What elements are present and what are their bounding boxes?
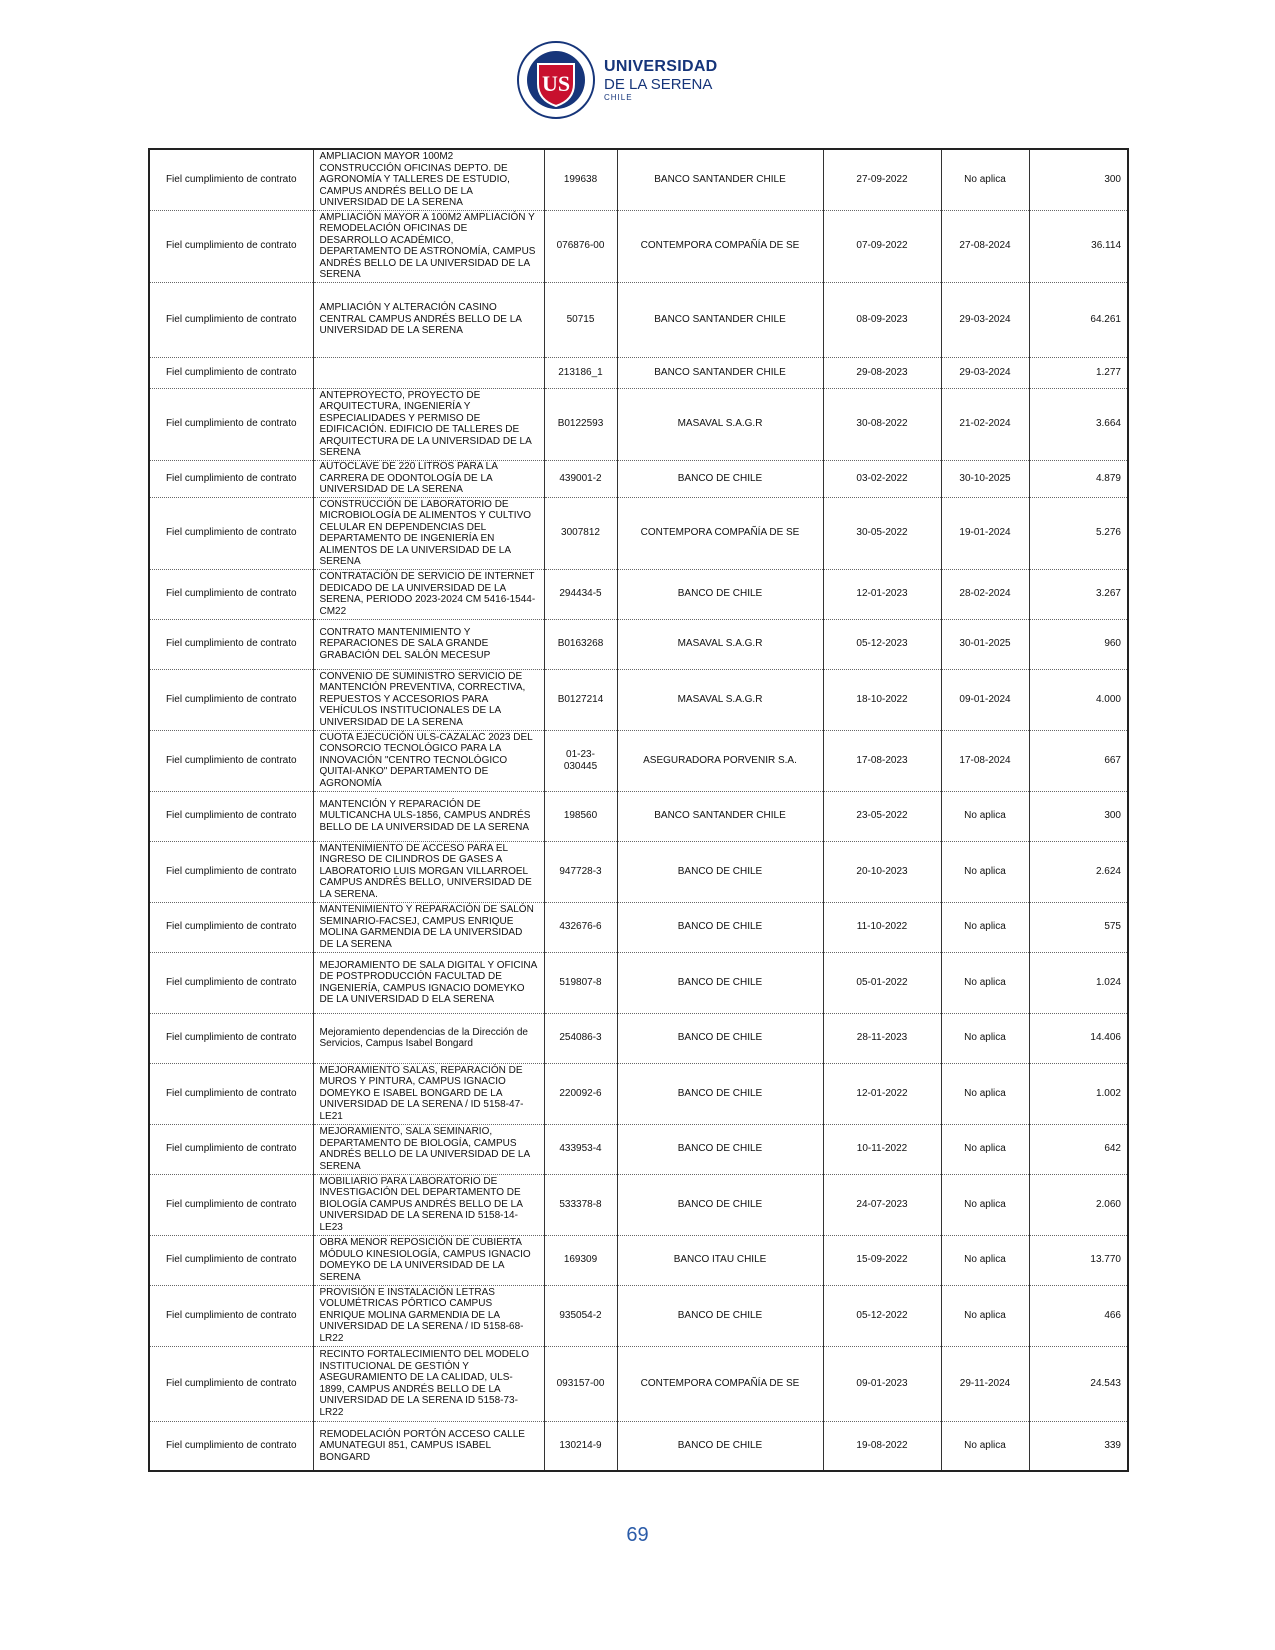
type-cell: Fiel cumplimiento de contrato: [149, 569, 313, 619]
expiry-date-cell: 29-11-2024: [941, 1346, 1029, 1421]
description-cell: CUOTA EJECUCIÓN ULS-CAZALAC 2023 DEL CONSORCIO TECNOLÓGICO PARA LA INNOVACIÓN "CENTRO TECNOLÓGICO QUITAI-ANKO" DEPARTAMENTO DE AGRONOMÍA: [313, 730, 544, 791]
document-number-cell: 254086-3: [544, 1013, 617, 1063]
issue-date-cell: 05-01-2022: [823, 952, 941, 1013]
expiry-date-cell: No aplica: [941, 902, 1029, 952]
amount-cell: 14.406: [1029, 1013, 1128, 1063]
amount-cell: 667: [1029, 730, 1128, 791]
description-cell: MEJORAMIENTO SALAS, REPARACIÓN DE MUROS Y PINTURA, CAMPUS IGNACIO DOMEYKO E ISABEL BONGARD DE LA UNIVERSIDAD DE LA SERENA / ID 5158-47-LE21: [313, 1063, 544, 1124]
description-cell: REMODELACIÓN PORTÓN ACCESO CALLE AMUNATEGUI 851, CAMPUS ISABEL BONGARD: [313, 1421, 544, 1471]
institution-cell: BANCO DE CHILE: [617, 1013, 823, 1063]
issue-date-cell: 27-09-2022: [823, 149, 941, 210]
table-row: [149, 841, 1128, 902]
amount-cell: 1.024: [1029, 952, 1128, 1013]
issue-date-cell: 03-02-2022: [823, 460, 941, 497]
description-cell: CONSTRUCCIÓN DE LABORATORIO DE MICROBIOLOGÍA DE ALIMENTOS Y CULTIVO CELULAR EN DEPENDENCIAS DEL DEPARTAMENTO DE INGENIERÍA EN ALIMENTOS DE LA UNIVERSIDAD DE LA SERENA: [313, 497, 544, 569]
document-number-cell: 432676-6: [544, 902, 617, 952]
type-cell: Fiel cumplimiento de contrato: [149, 460, 313, 497]
document-number-cell: 935054-2: [544, 1285, 617, 1346]
issue-date-cell: 10-11-2022: [823, 1124, 941, 1174]
type-cell: Fiel cumplimiento de contrato: [149, 210, 313, 282]
document-number-cell: 199638: [544, 149, 617, 210]
type-cell: Fiel cumplimiento de contrato: [149, 791, 313, 841]
issue-date-cell: 23-05-2022: [823, 791, 941, 841]
institution-cell: BANCO DE CHILE: [617, 1063, 823, 1124]
document-number-cell: 519807-8: [544, 952, 617, 1013]
description-cell: CONTRATACIÓN DE SERVICIO DE INTERNET DEDICADO DE LA UNIVERSIDAD DE LA SERENA, PERIODO 2023-2024 CM 5416-1544-CM22: [313, 569, 544, 619]
description-cell: MOBILIARIO PARA LABORATORIO DE INVESTIGACIÓN DEL DEPARTAMENTO DE BIOLOGÍA CAMPUS ANDRÉS BELLO DE LA UNIVERSIDAD DE LA SERENA ID 5158-14-LE23: [313, 1174, 544, 1235]
university-seal-icon: [516, 40, 596, 120]
institution-cell: BANCO DE CHILE: [617, 460, 823, 497]
expiry-date-cell: No aplica: [941, 1063, 1029, 1124]
expiry-date-cell: 30-10-2025: [941, 460, 1029, 497]
document-number-cell: 3007812: [544, 497, 617, 569]
amount-cell: 13.770: [1029, 1235, 1128, 1285]
type-cell: Fiel cumplimiento de contrato: [149, 1421, 313, 1471]
table-row: [149, 460, 1128, 497]
expiry-date-cell: No aplica: [941, 1124, 1029, 1174]
institution-cell: MASAVAL S.A.G.R: [617, 619, 823, 669]
issue-date-cell: 17-08-2023: [823, 730, 941, 791]
institution-cell: BANCO DE CHILE: [617, 841, 823, 902]
type-cell: Fiel cumplimiento de contrato: [149, 497, 313, 569]
document-number-cell: B0163268: [544, 619, 617, 669]
table-row: [149, 730, 1128, 791]
expiry-date-cell: No aplica: [941, 791, 1029, 841]
type-cell: Fiel cumplimiento de contrato: [149, 669, 313, 730]
institution-cell: CONTEMPORA COMPAÑÍA DE SE: [617, 1346, 823, 1421]
institution-cell: CONTEMPORA COMPAÑÍA DE SE: [617, 210, 823, 282]
amount-cell: 960: [1029, 619, 1128, 669]
table-row: [149, 149, 1128, 210]
institution-cell: BANCO SANTANDER CHILE: [617, 357, 823, 388]
institution-cell: MASAVAL S.A.G.R: [617, 388, 823, 460]
type-cell: Fiel cumplimiento de contrato: [149, 1013, 313, 1063]
table-row: [149, 669, 1128, 730]
expiry-date-cell: No aplica: [941, 952, 1029, 1013]
table-row: [149, 210, 1128, 282]
institution-cell: BANCO DE CHILE: [617, 1285, 823, 1346]
type-cell: Fiel cumplimiento de contrato: [149, 1124, 313, 1174]
logo-line-3: CHILE: [604, 92, 633, 102]
table-row: [149, 497, 1128, 569]
table-row: [149, 1174, 1128, 1235]
document-number-cell: B0122593: [544, 388, 617, 460]
amount-cell: 339: [1029, 1421, 1128, 1471]
type-cell: Fiel cumplimiento de contrato: [149, 1346, 313, 1421]
amount-cell: 2.624: [1029, 841, 1128, 902]
seal-initials: US: [541, 71, 571, 96]
description-cell: Mejoramiento dependencias de la Dirección de Servicios, Campus Isabel Bongard: [313, 1013, 544, 1063]
issue-date-cell: 19-08-2022: [823, 1421, 941, 1471]
description-cell: AUTOCLAVE DE 220 LITROS PARA LA CARRERA DE ODONTOLOGÍA DE LA UNIVERSIDAD DE LA SERENA: [313, 460, 544, 497]
institution-cell: MASAVAL S.A.G.R: [617, 669, 823, 730]
issue-date-cell: 07-09-2022: [823, 210, 941, 282]
amount-cell: 300: [1029, 791, 1128, 841]
issue-date-cell: 20-10-2023: [823, 841, 941, 902]
issue-date-cell: 05-12-2022: [823, 1285, 941, 1346]
document-number-cell: 01-23-030445: [544, 730, 617, 791]
page-number: 69: [626, 1524, 649, 1546]
expiry-date-cell: 21-02-2024: [941, 388, 1029, 460]
table-row: [149, 357, 1128, 388]
amount-cell: 575: [1029, 902, 1128, 952]
document-number-cell: 294434-5: [544, 569, 617, 619]
issue-date-cell: 24-07-2023: [823, 1174, 941, 1235]
type-cell: Fiel cumplimiento de contrato: [149, 388, 313, 460]
issue-date-cell: 11-10-2022: [823, 902, 941, 952]
amount-cell: 4.879: [1029, 460, 1128, 497]
type-cell: Fiel cumplimiento de contrato: [149, 619, 313, 669]
guarantees-table: [148, 148, 1129, 1472]
document-number-cell: 947728-3: [544, 841, 617, 902]
table-row: [149, 569, 1128, 619]
description-cell: RECINTO FORTALECIMIENTO DEL MODELO INSTITUCIONAL DE GESTIÓN Y ASEGURAMIENTO DE LA CALIDAD, ULS-1899, CAMPUS ANDRÉS BELLO DE LA UNIVERSIDAD DE LA SERENA ID 5158-73-LR22: [313, 1346, 544, 1421]
document-number-cell: 169309: [544, 1235, 617, 1285]
description-cell: AMPLIACION MAYOR 100M2 CONSTRUCCIÓN OFICINAS DEPTO. DE AGRONOMÍA Y TALLERES DE ESTUDIO, CAMPUS ANDRÉS BELLO DE LA UNIVERSIDAD DE LA SERENA: [313, 149, 544, 210]
description-cell: MANTENIMIENTO Y REPARACIÓN DE SALÓN SEMINARIO-FACSEJ, CAMPUS ENRIQUE MOLINA GARMENDIA DE LA UNIVERSIDAD DE LA SERENA: [313, 902, 544, 952]
amount-cell: 4.000: [1029, 669, 1128, 730]
expiry-date-cell: No aplica: [941, 1235, 1029, 1285]
expiry-date-cell: 27-08-2024: [941, 210, 1029, 282]
table-row: [149, 1421, 1128, 1471]
amount-cell: 1.002: [1029, 1063, 1128, 1124]
table-row: [149, 388, 1128, 460]
document-number-cell: 533378-8: [544, 1174, 617, 1235]
type-cell: Fiel cumplimiento de contrato: [149, 282, 313, 357]
description-cell: MANTENIMIENTO DE ACCESO PARA EL INGRESO DE CILINDROS DE GASES A LABORATORIO LUIS MORGAN VILLARROEL CAMPUS ANDRÉS BELLO, UNIVERSIDAD DE LA SERENA.: [313, 841, 544, 902]
institution-cell: BANCO ITAU CHILE: [617, 1235, 823, 1285]
type-cell: Fiel cumplimiento de contrato: [149, 1235, 313, 1285]
table-row: [149, 1235, 1128, 1285]
expiry-date-cell: 28-02-2024: [941, 569, 1029, 619]
document-number-cell: 220092-6: [544, 1063, 617, 1124]
table-row: [149, 1285, 1128, 1346]
document-number-cell: 076876-00: [544, 210, 617, 282]
institution-cell: BANCO SANTANDER CHILE: [617, 149, 823, 210]
issue-date-cell: 30-08-2022: [823, 388, 941, 460]
university-logo: [516, 40, 718, 120]
institution-cell: BANCO DE CHILE: [617, 569, 823, 619]
document-number-cell: 093157-00: [544, 1346, 617, 1421]
issue-date-cell: 15-09-2022: [823, 1235, 941, 1285]
description-cell: ANTEPROYECTO, PROYECTO DE ARQUITECTURA, INGENIERÍA Y ESPECIALIDADES Y PERMISO DE EDIFICACIÓN. EDIFICIO DE TALLERES DE ARQUITECTURA DE LA UNIVERSIDAD DE LA SERENA: [313, 388, 544, 460]
expiry-date-cell: 29-03-2024: [941, 357, 1029, 388]
description-cell: MANTENCIÓN Y REPARACIÓN DE MULTICANCHA ULS-1856, CAMPUS ANDRÉS BELLO DE LA UNIVERSIDAD DE LA SERENA: [313, 791, 544, 841]
issue-date-cell: 12-01-2022: [823, 1063, 941, 1124]
institution-cell: BANCO DE CHILE: [617, 952, 823, 1013]
expiry-date-cell: No aplica: [941, 1013, 1029, 1063]
institution-cell: ASEGURADORA PORVENIR S.A.: [617, 730, 823, 791]
type-cell: Fiel cumplimiento de contrato: [149, 841, 313, 902]
issue-date-cell: 30-05-2022: [823, 497, 941, 569]
institution-cell: BANCO SANTANDER CHILE: [617, 791, 823, 841]
type-cell: Fiel cumplimiento de contrato: [149, 1174, 313, 1235]
issue-date-cell: 28-11-2023: [823, 1013, 941, 1063]
issue-date-cell: 08-09-2023: [823, 282, 941, 357]
page-header: [0, 40, 1275, 130]
type-cell: Fiel cumplimiento de contrato: [149, 902, 313, 952]
description-cell: CONTRATO MANTENIMIENTO Y REPARACIONES DE SALA GRANDE GRABACIÓN DEL SALÓN MECESUP: [313, 619, 544, 669]
document-number-cell: 198560: [544, 791, 617, 841]
document-number-cell: 433953-4: [544, 1124, 617, 1174]
amount-cell: 642: [1029, 1124, 1128, 1174]
table-row: [149, 619, 1128, 669]
type-cell: Fiel cumplimiento de contrato: [149, 952, 313, 1013]
document-number-cell: 50715: [544, 282, 617, 357]
expiry-date-cell: 09-01-2024: [941, 669, 1029, 730]
expiry-date-cell: No aplica: [941, 149, 1029, 210]
type-cell: Fiel cumplimiento de contrato: [149, 1285, 313, 1346]
amount-cell: 3.664: [1029, 388, 1128, 460]
document-number-cell: 439001-2: [544, 460, 617, 497]
amount-cell: 466: [1029, 1285, 1128, 1346]
table-row: [149, 282, 1128, 357]
issue-date-cell: 09-01-2023: [823, 1346, 941, 1421]
issue-date-cell: 29-08-2023: [823, 357, 941, 388]
table-row: [149, 1013, 1128, 1063]
issue-date-cell: 18-10-2022: [823, 669, 941, 730]
expiry-date-cell: No aplica: [941, 841, 1029, 902]
institution-cell: BANCO SANTANDER CHILE: [617, 282, 823, 357]
amount-cell: 5.276: [1029, 497, 1128, 569]
description-cell: AMPLIACIÓN MAYOR A 100M2 AMPLIACIÓN Y REMODELACIÓN OFICINAS DE DESARROLLO ACADÉMICO, DEPARTAMENTO DE ASTRONOMÍA, CAMPUS ANDRÉS BELLO DE LA UNIVERSIDAD DE LA SERENA: [313, 210, 544, 282]
expiry-date-cell: No aplica: [941, 1285, 1029, 1346]
expiry-date-cell: 29-03-2024: [941, 282, 1029, 357]
description-cell: OBRA MENOR REPOSICIÓN DE CUBIERTA MÓDULO KINESIOLOGÍA, CAMPUS IGNACIO DOMEYKO DE LA UNIVERSIDAD DE LA SERENA: [313, 1235, 544, 1285]
amount-cell: 3.267: [1029, 569, 1128, 619]
description-cell: PROVISIÓN E INSTALACIÓN LETRAS VOLUMÉTRICAS PÓRTICO CAMPUS ENRIQUE MOLINA GARMENDIA DE LA UNIVERSIDAD DE LA SERENA / ID 5158-68-LR22: [313, 1285, 544, 1346]
institution-cell: BANCO DE CHILE: [617, 1174, 823, 1235]
amount-cell: 300: [1029, 149, 1128, 210]
issue-date-cell: 05-12-2023: [823, 619, 941, 669]
expiry-date-cell: 17-08-2024: [941, 730, 1029, 791]
institution-cell: BANCO DE CHILE: [617, 1124, 823, 1174]
issue-date-cell: 12-01-2023: [823, 569, 941, 619]
table-row: [149, 1124, 1128, 1174]
document-number-cell: B0127214: [544, 669, 617, 730]
expiry-date-cell: 30-01-2025: [941, 619, 1029, 669]
logo-line-2: DE LA SERENA: [604, 75, 713, 93]
institution-cell: BANCO DE CHILE: [617, 1421, 823, 1471]
type-cell: Fiel cumplimiento de contrato: [149, 1063, 313, 1124]
table-row: [149, 902, 1128, 952]
description-cell: CONVENIO DE SUMINISTRO SERVICIO DE MANTENCIÓN PREVENTIVA, CORRECTIVA, REPUESTOS Y ACCESORIOS PARA VEHÍCULOS INSTITUCIONALES DE LA UNIVERSIDAD DE LA SERENA: [313, 669, 544, 730]
institution-cell: BANCO DE CHILE: [617, 902, 823, 952]
table-row: [149, 952, 1128, 1013]
logo-line-1: UNIVERSIDAD: [604, 57, 718, 75]
amount-cell: 24.543: [1029, 1346, 1128, 1421]
document-number-cell: 130214-9: [544, 1421, 617, 1471]
expiry-date-cell: 19-01-2024: [941, 497, 1029, 569]
expiry-date-cell: No aplica: [941, 1421, 1029, 1471]
document-number-cell: 213186_1: [544, 357, 617, 388]
amount-cell: 64.261: [1029, 282, 1128, 357]
type-cell: Fiel cumplimiento de contrato: [149, 357, 313, 388]
amount-cell: 36.114: [1029, 210, 1128, 282]
description-cell: AMPLIACIÓN Y ALTERACIÓN CASINO CENTRAL CAMPUS ANDRÉS BELLO DE LA UNIVERSIDAD DE LA SERENA: [313, 282, 544, 357]
table-row: [149, 1346, 1128, 1421]
expiry-date-cell: No aplica: [941, 1174, 1029, 1235]
description-cell: MEJORAMIENTO DE SALA DIGITAL Y OFICINA DE POSTPRODUCCIÓN FACULTAD DE INGENIERÍA, CAMPUS IGNACIO DOMEYKO DE LA UNIVERSIDAD D ELA SERENA: [313, 952, 544, 1013]
description-cell: MEJORAMIENTO, SALA SEMINARIO, DEPARTAMENTO DE BIOLOGÍA, CAMPUS ANDRÉS BELLO DE LA UNIVERSIDAD DE LA SERENA: [313, 1124, 544, 1174]
table-row: [149, 791, 1128, 841]
description-cell: [313, 357, 544, 388]
type-cell: Fiel cumplimiento de contrato: [149, 149, 313, 210]
amount-cell: 1.277: [1029, 357, 1128, 388]
institution-cell: CONTEMPORA COMPAÑÍA DE SE: [617, 497, 823, 569]
amount-cell: 2.060: [1029, 1174, 1128, 1235]
table-row: [149, 1063, 1128, 1124]
type-cell: Fiel cumplimiento de contrato: [149, 730, 313, 791]
